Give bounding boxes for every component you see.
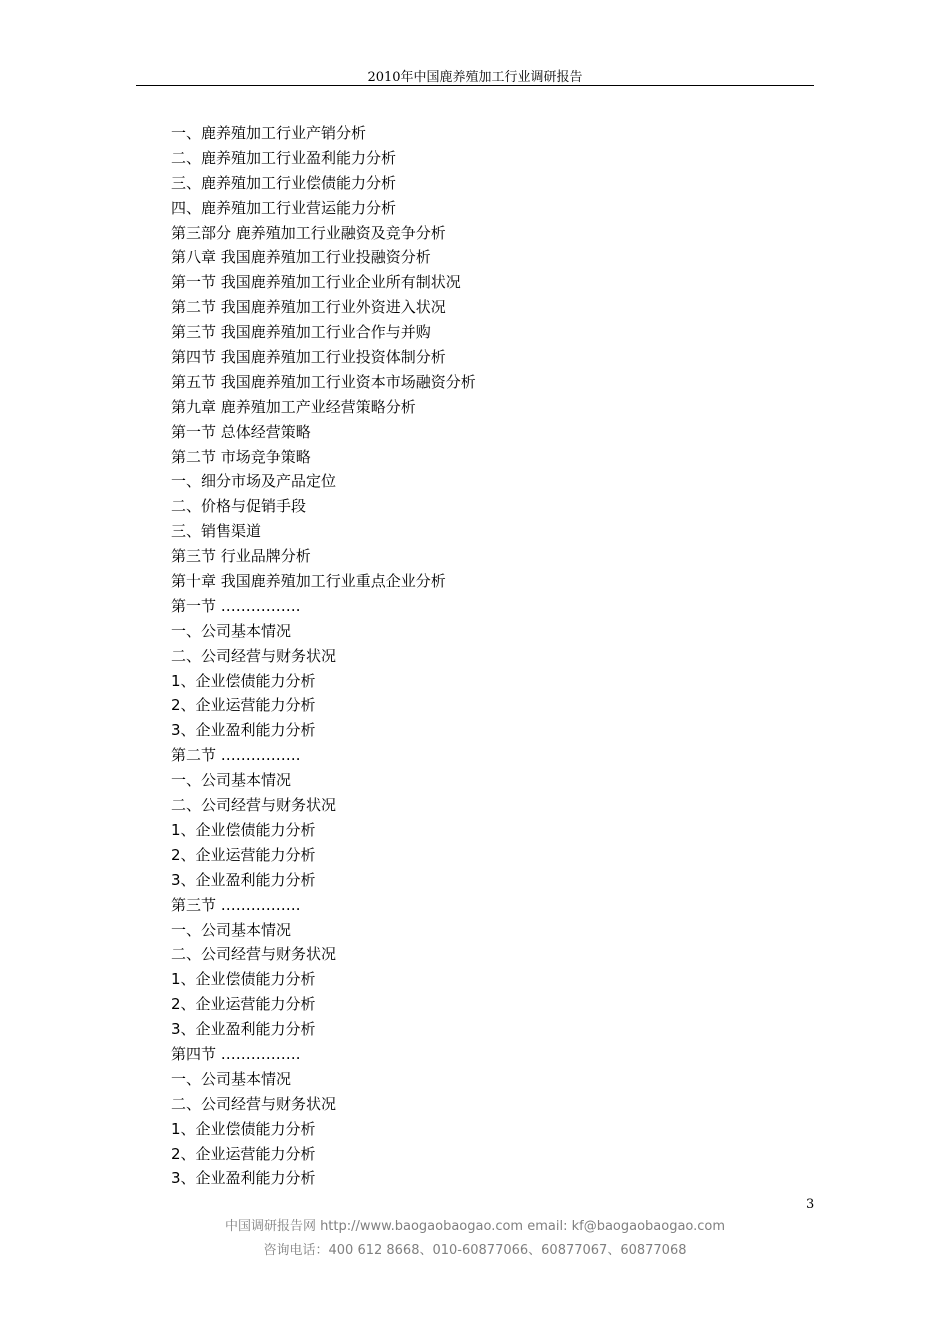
page-header-title: 2010年中国鹿养殖加工行业调研报告 [367,70,583,85]
toc-entry: 二、公司经营与财务状况 [171,646,337,665]
header-rule [136,85,814,86]
toc-entry: 1、企业偿债能力分析 [171,671,316,690]
toc-entry: 第二节 我国鹿养殖加工行业外资进入状况 [171,298,446,317]
toc-entry: 第二节 ……………. [171,746,301,765]
footer-phone-line: 咨询电话：400 612 8668、010-60877066、60877067、60877068 [263,1243,687,1258]
toc-entry: 第一节 总体经营策略 [171,422,311,441]
table-of-contents [171,121,476,1191]
toc-entry: 第二节 市场竞争策略 [171,447,311,466]
toc-entry: 3、企业盈利能力分析 [171,870,316,889]
toc-entry: 二、公司经营与财务状况 [171,796,337,815]
toc-entry: 1、企业偿债能力分析 [171,820,316,839]
toc-entry: 3、企业盈利能力分析 [171,1169,316,1188]
toc-entry: 第三节 我国鹿养殖加工行业合作与并购 [171,323,431,342]
toc-entry: 二、鹿养殖加工行业盈利能力分析 [171,148,397,167]
toc-entry: 2、企业运营能力分析 [171,995,316,1014]
toc-entry: 一、公司基本情况 [171,771,292,790]
toc-entry: 2、企业运营能力分析 [171,696,316,715]
toc-entry: 第八章 我国鹿养殖加工行业投融资分析 [171,248,431,267]
toc-entry: 第三节 行业品牌分析 [171,547,311,566]
toc-entry: 一、公司基本情况 [171,621,292,640]
toc-entry: 二、公司经营与财务状况 [171,945,337,964]
toc-entry: 第一节 ……………. [171,596,301,615]
toc-entry: 一、公司基本情况 [171,920,292,939]
toc-entry: 三、鹿养殖加工行业偿债能力分析 [171,173,397,192]
toc-entry: 一、公司基本情况 [171,1069,292,1088]
toc-entry: 第四节 ……………. [171,1044,301,1063]
toc-entry: 第九章 鹿养殖加工产业经营策略分析 [171,397,416,416]
toc-entry: 第三节 ……………. [171,895,301,914]
toc-entry: 一、鹿养殖加工行业产销分析 [171,124,367,142]
toc-entry: 第三部分 鹿养殖加工行业融资及竞争分析 [171,223,446,242]
toc-entry: 二、公司经营与财务状况 [171,1094,337,1113]
toc-entry: 2、企业运营能力分析 [171,845,316,864]
toc-entry: 第五节 我国鹿养殖加工行业资本市场融资分析 [171,372,476,391]
toc-entry: 三、销售渠道 [171,522,262,541]
toc-entry: 1、企业偿债能力分析 [171,1119,316,1138]
toc-entry: 第十章 我国鹿养殖加工行业重点企业分析 [171,572,446,591]
toc-entry: 3、企业盈利能力分析 [171,1020,316,1039]
toc-entry: 3、企业盈利能力分析 [171,721,316,740]
toc-entry: 第四节 我国鹿养殖加工行业投资体制分析 [171,348,446,367]
toc-entry: 四、鹿养殖加工行业营运能力分析 [171,198,397,217]
toc-entry: 1、企业偿债能力分析 [171,970,316,989]
toc-entry: 一、细分市场及产品定位 [171,472,337,491]
toc-entry: 第一节 我国鹿养殖加工行业企业所有制状况 [171,273,461,292]
footer-contact-line: 中国调研报告网 http://www.baogaobaogao.com email: kf@baogaobaogao.com [224,1219,726,1234]
toc-entry: 二、价格与促销手段 [171,497,307,516]
page-number: 3 [806,1197,815,1212]
toc-entry: 2、企业运营能力分析 [171,1144,316,1163]
